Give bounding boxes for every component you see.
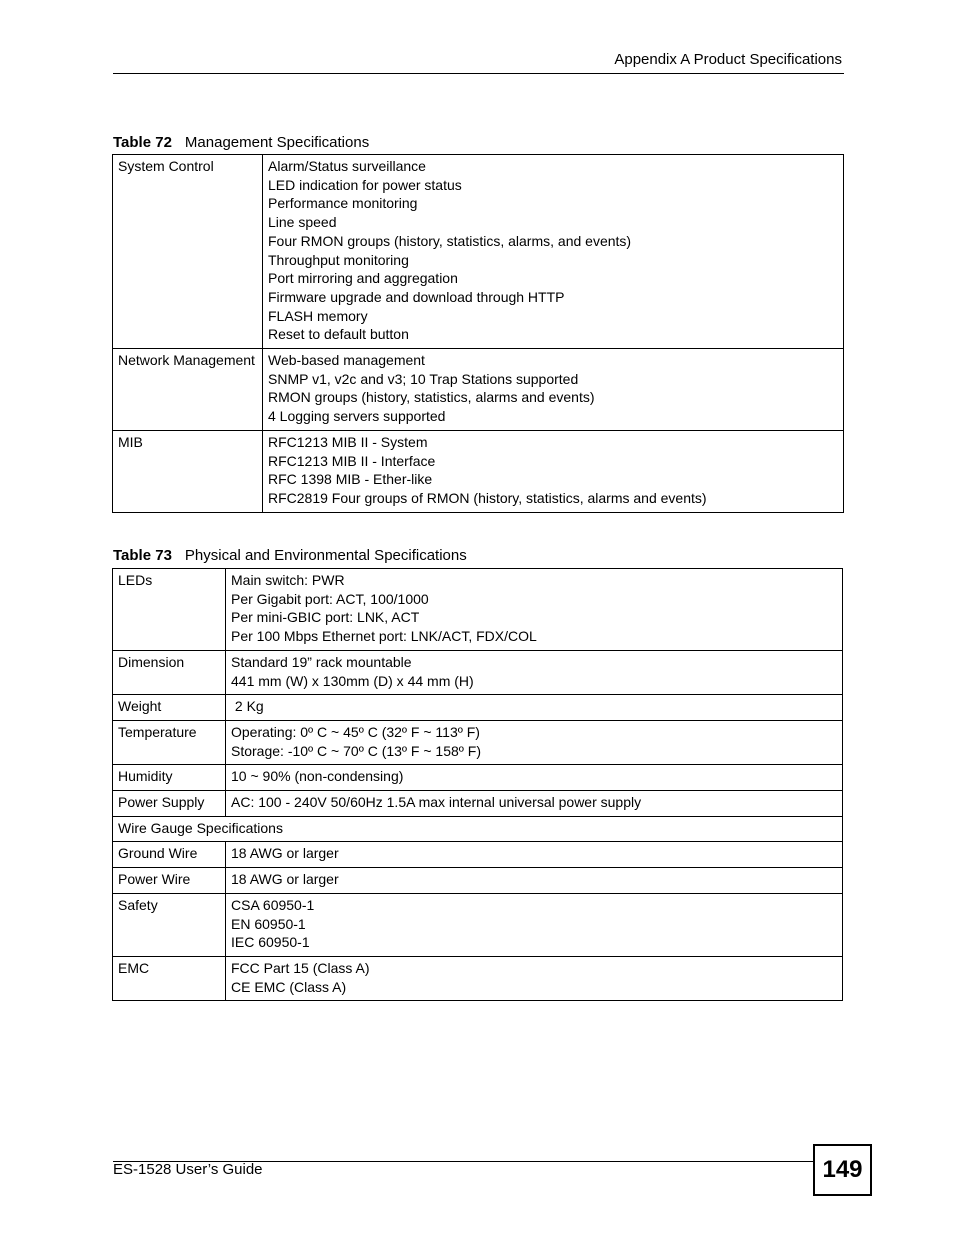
- value-line: 441 mm (W) x 130mm (D) x 44 mm (H): [231, 672, 474, 689]
- row-value: [263, 155, 844, 349]
- table-row: [113, 868, 843, 894]
- row-label: MIB: [113, 430, 263, 512]
- value-line: Operating: 0º C ~ 45º C (32º F ~ 113º F): [231, 723, 480, 740]
- row-label: Power Wire: [113, 868, 226, 894]
- table-row: [113, 956, 843, 1000]
- row-value: [226, 695, 843, 721]
- value-line: Four RMON groups (history, statistics, alarms, and events): [268, 232, 632, 249]
- value-line: 10 ~ 90% (non-condensing): [231, 768, 404, 785]
- table-73-title: Physical and Environmental Specifications: [184, 547, 467, 564]
- table-72-number: Table 72: [113, 134, 172, 151]
- row-label: LEDs: [113, 569, 226, 651]
- row-value: [226, 650, 843, 694]
- value-line: RFC1213 MIB II - Interface: [268, 452, 436, 469]
- value-line: 18 AWG or larger: [231, 871, 339, 888]
- value-line: Performance monitoring: [268, 195, 418, 212]
- table-row: [113, 349, 844, 431]
- value-line: Port mirroring and aggregation: [268, 270, 458, 287]
- row-value: [226, 791, 843, 817]
- row-label: EMC: [113, 956, 226, 1000]
- value-line: Main switch: PWR: [231, 572, 345, 588]
- row-value: [226, 765, 843, 791]
- value-line: CE EMC (Class A): [231, 978, 347, 995]
- table-row: [113, 842, 843, 868]
- value-line: Line speed: [268, 214, 337, 231]
- table-row: [113, 893, 843, 956]
- row-label: Ground Wire: [113, 842, 226, 868]
- management-specifications-table: [112, 154, 844, 513]
- row-label: Temperature: [113, 720, 226, 764]
- value-line: FCC Part 15 (Class A): [231, 959, 370, 976]
- value-line: AC: 100 - 240V 50/60Hz 1.5A max internal universal power supply: [231, 794, 642, 811]
- value-line: 2 Kg: [231, 698, 264, 715]
- table-72-title: Management Specifications: [184, 134, 370, 151]
- table-row: [113, 650, 843, 694]
- value-line: RFC2819 Four groups of RMON (history, statistics, alarms and events): [268, 489, 707, 506]
- table-row: [113, 720, 843, 764]
- value-line: RFC1213 MIB II - System: [268, 433, 428, 450]
- row-value: [226, 842, 843, 868]
- page-number: 149: [813, 1144, 872, 1196]
- row-label: Wire Gauge Specifications: [113, 816, 843, 842]
- table-73-caption: [113, 547, 467, 565]
- running-header: Appendix A Product Specifications: [614, 51, 842, 68]
- value-line: Per 100 Mbps Ethernet port: LNK/ACT, FDX/COL: [231, 628, 537, 645]
- table-row: [113, 155, 844, 349]
- table-row: [113, 430, 844, 512]
- value-line: FLASH memory: [268, 307, 368, 324]
- row-value: [263, 349, 844, 431]
- value-line: SNMP v1, v2c and v3; 10 Trap Stations supported: [268, 370, 579, 387]
- value-line: Storage: -10º C ~ 70º C (13º F ~ 158º F): [231, 742, 482, 759]
- value-line: Firmware upgrade and download through HTTP: [268, 288, 565, 305]
- value-line: Throughput monitoring: [268, 251, 409, 268]
- value-line: LED indication for power status: [268, 176, 462, 193]
- header-rule: [113, 73, 844, 74]
- table-row: [113, 765, 843, 791]
- table-72-caption: [113, 134, 369, 152]
- value-line: Web-based management: [268, 352, 425, 369]
- row-value: [226, 893, 843, 956]
- value-line: RFC 1398 MIB - Ether-like: [268, 471, 433, 488]
- physical-environmental-specifications-table: [112, 568, 843, 1001]
- row-label: Network Management: [113, 349, 263, 431]
- value-line: Per Gigabit port: ACT, 100/1000: [231, 590, 429, 607]
- table-row: [113, 816, 843, 842]
- row-value: [263, 430, 844, 512]
- row-value: [226, 868, 843, 894]
- table-row: [113, 695, 843, 721]
- value-line: EN 60950-1: [231, 915, 306, 932]
- value-line: 18 AWG or larger: [231, 845, 339, 862]
- row-label: Humidity: [113, 765, 226, 791]
- value-line: 4 Logging servers supported: [268, 408, 446, 425]
- value-line: RMON groups (history, statistics, alarms and events): [268, 389, 595, 406]
- row-value: [226, 569, 843, 651]
- table-row: [113, 569, 843, 651]
- row-label: Weight: [113, 695, 226, 721]
- row-value: [226, 956, 843, 1000]
- row-label: System Control: [113, 155, 263, 349]
- table-73-number: Table 73: [113, 547, 172, 564]
- row-label: Dimension: [113, 650, 226, 694]
- value-line: Reset to default button: [268, 326, 409, 343]
- value-line: CSA 60950-1: [231, 896, 315, 913]
- table-row: [113, 791, 843, 817]
- value-line: Per mini-GBIC port: LNK, ACT: [231, 609, 420, 626]
- row-label: Safety: [113, 893, 226, 956]
- footer-guide-title: ES-1528 User’s Guide: [113, 1161, 263, 1178]
- value-line: IEC 60950-1: [231, 934, 310, 951]
- value-line: Standard 19” rack mountable: [231, 653, 412, 670]
- row-value: [226, 720, 843, 764]
- value-line: Alarm/Status surveillance: [268, 158, 426, 174]
- row-label: Power Supply: [113, 791, 226, 817]
